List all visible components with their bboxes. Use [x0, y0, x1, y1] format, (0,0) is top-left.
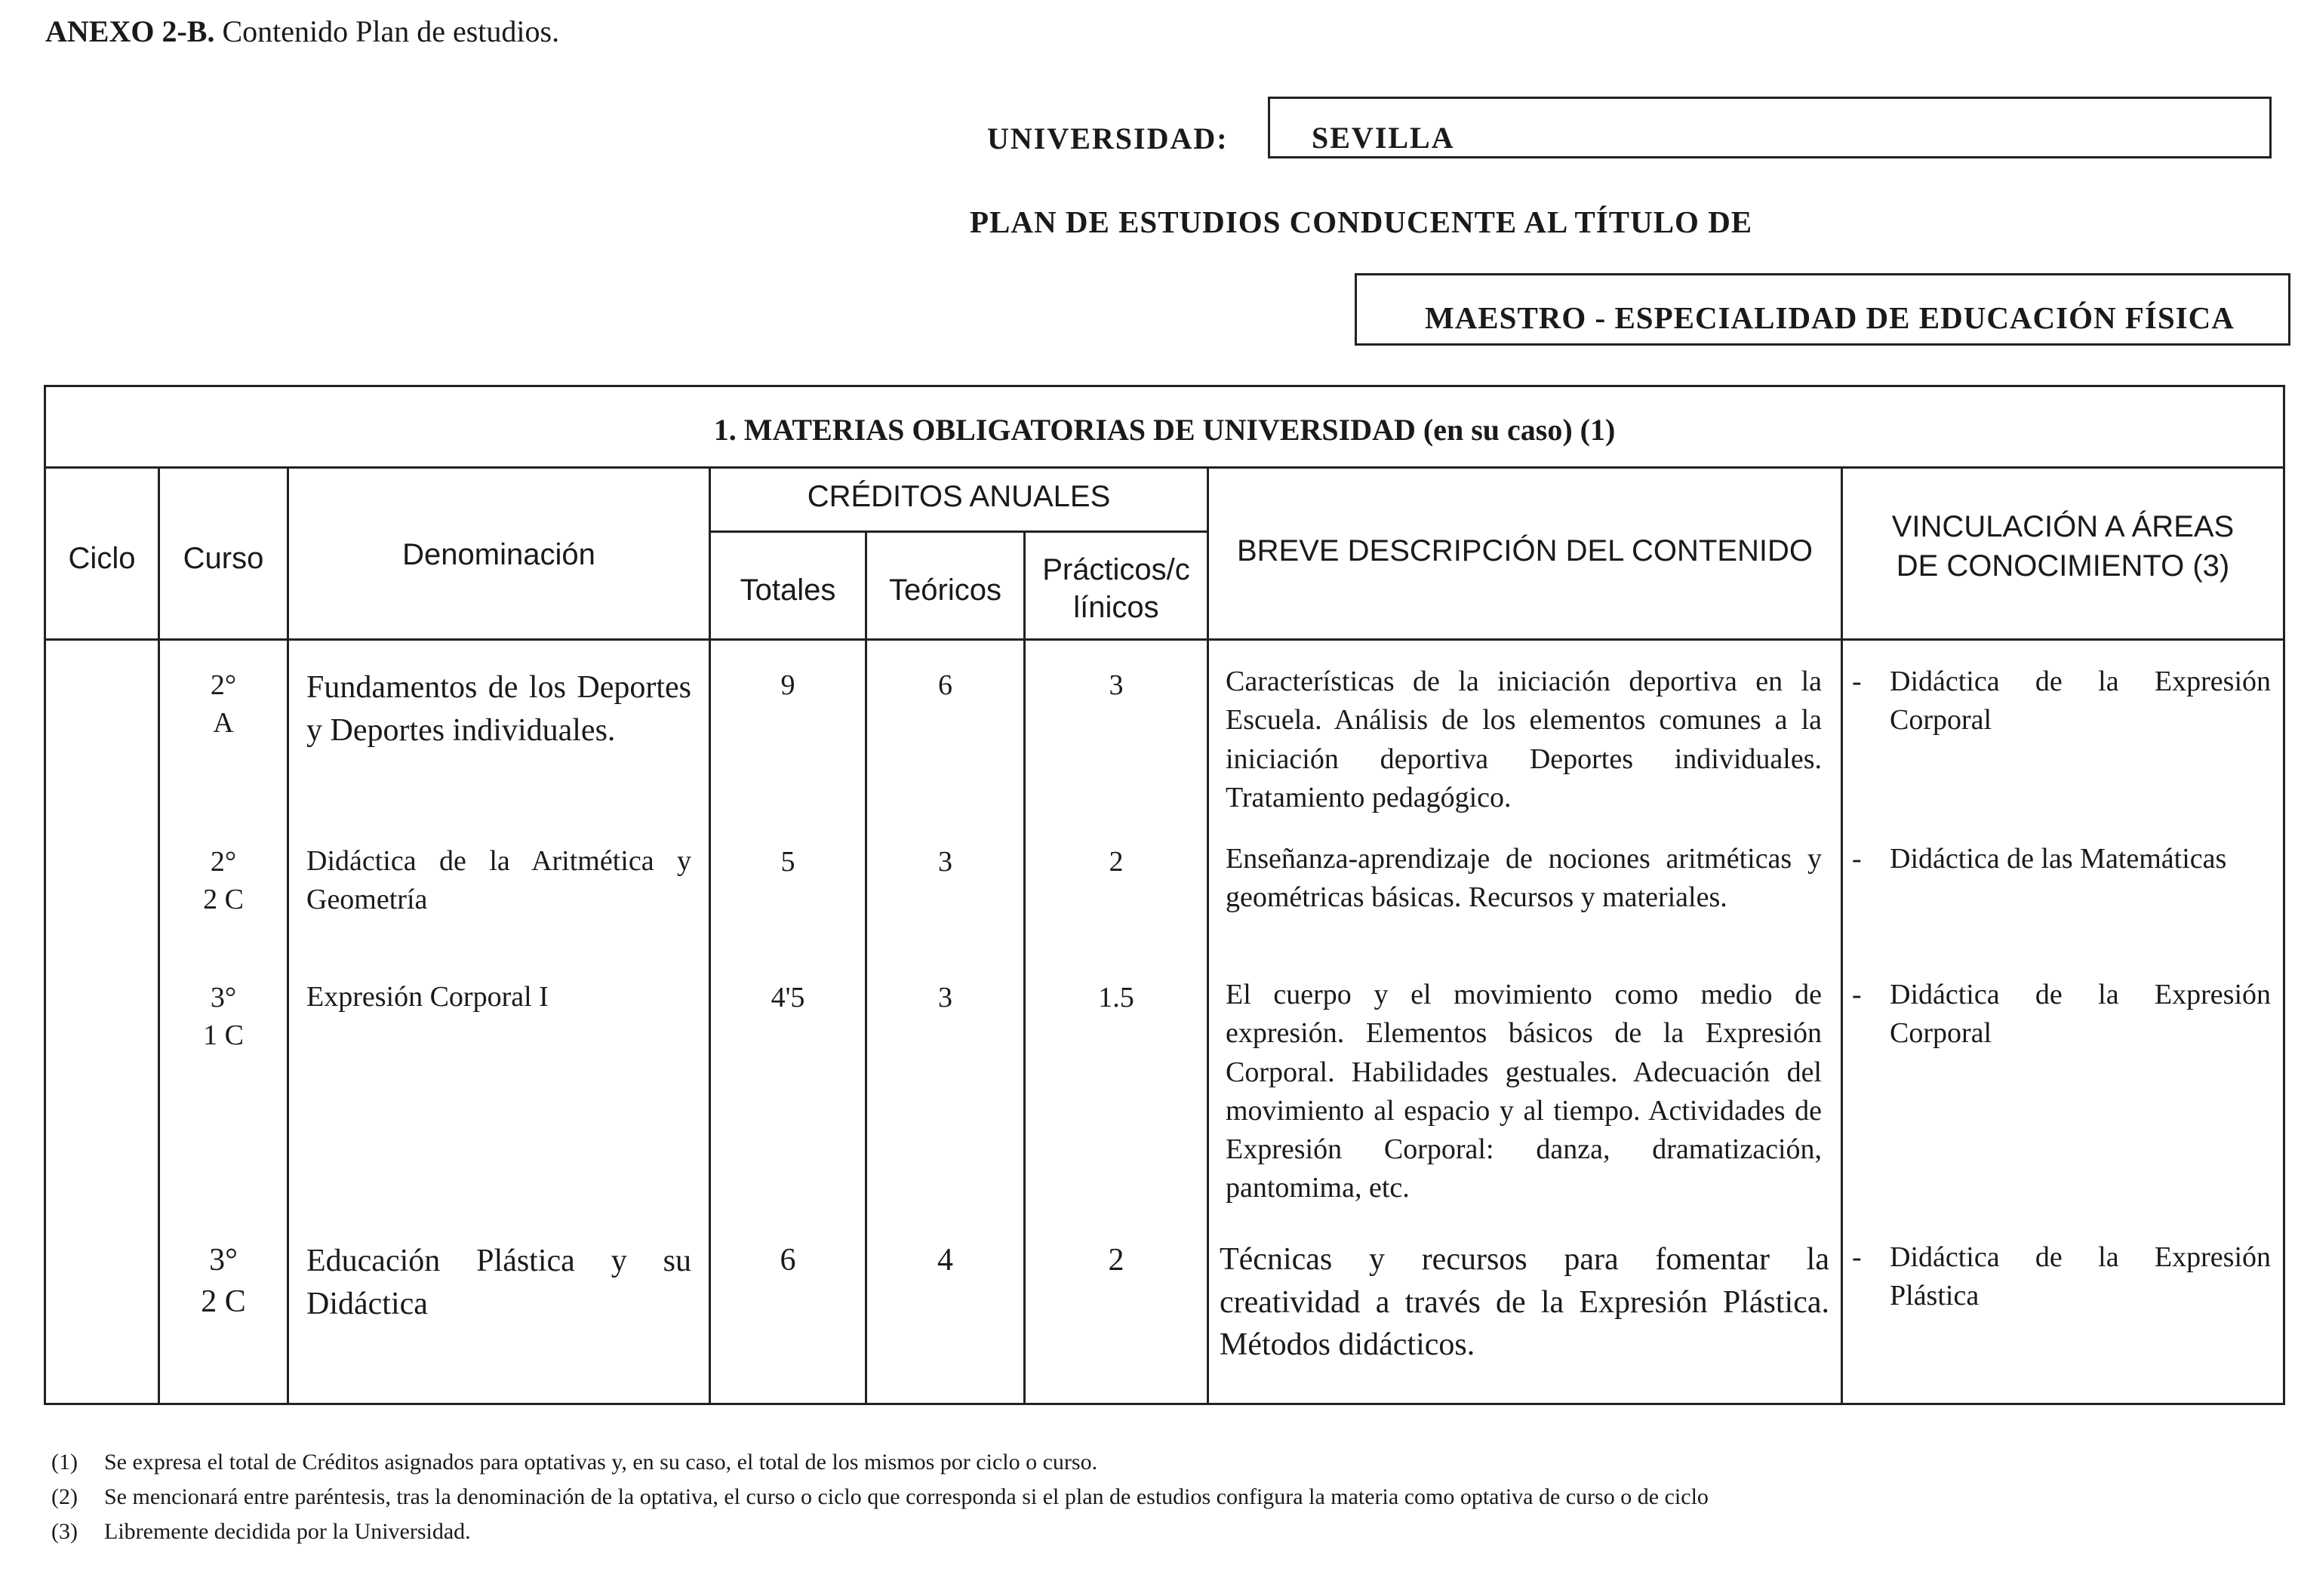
row3-descripcion: El cuerpo y el movimiento como medio de expresión. Elementos básicos de la Expresión Corporal. Habilidades gestuales. Adecuación del movimiento al espacio y al tiempo. Actividades de Expresión Corporal: danza, dramatización, pantomima, etc.: [1226, 979, 1822, 1204]
row1-area-bullet: -: [1852, 666, 1862, 697]
header-teoricos: Teóricos: [889, 574, 1001, 607]
row3-practicos: 1.5: [1098, 982, 1134, 1013]
row4-practicos: 2: [1108, 1243, 1124, 1278]
degree-box: [1355, 273, 2290, 346]
row2-descripcion: Enseñanza-aprendizaje de nociones aritméticas y geométricas básicas. Recursos y materiales.: [1226, 843, 1822, 914]
annex-number: ANEXO 2-B.: [45, 14, 215, 48]
footnote-2-text: Se mencionará entre paréntesis, tras la denominación de la optativa, el curso o ciclo que corresponda si el plan de estudios configura la materia como optativa de curso o de ciclo: [104, 1484, 1709, 1509]
header-creditos-anuales: CRÉDITOS ANUALES: [807, 480, 1111, 513]
row1-descripcion: Características de la iniciación deportiva en la Escuela. Análisis de los elementos comunes a la iniciación deportiva Deportes individuales. Tratamiento pedagógico.: [1226, 666, 1822, 813]
footnote-1: [51, 1445, 1709, 1480]
footnote-3-marker: (3): [51, 1519, 78, 1544]
row3-totales: 4'5: [771, 982, 805, 1013]
section-title: 1. MATERIAS OBLIGATORIAS DE UNIVERSIDAD (en su caso) (1): [713, 413, 1616, 447]
row1-practicos: 3: [1109, 669, 1124, 701]
footnote-1-marker: (1): [51, 1450, 78, 1475]
degree-title: MAESTRO - ESPECIALIDAD DE EDUCACIÓN FÍSICA: [1425, 300, 2235, 335]
row1-denominacion: Fundamentos de los Deportes y Deportes individuales.: [306, 670, 691, 748]
row2-area-name: Didáctica de las Matemáticas: [1890, 843, 2227, 875]
row3-area-bullet: -: [1852, 979, 1862, 1010]
row2-totales: 5: [780, 846, 795, 878]
header-curso: Curso: [183, 542, 264, 575]
row2-curso-line1: 2°: [210, 846, 237, 878]
row4-curso-line1: 3°: [209, 1243, 238, 1278]
row1-curso-line2: A: [213, 707, 234, 739]
footnote-2: [51, 1480, 1709, 1515]
footnote-2-marker: (2): [51, 1484, 78, 1509]
row4-denominacion: Educación Plástica y su Didáctica: [306, 1244, 691, 1321]
row3-curso-line1: 3°: [210, 982, 237, 1013]
row1-totales: 9: [780, 669, 795, 701]
row4-teoricos: 4: [937, 1243, 953, 1278]
footnote-3: [51, 1515, 1709, 1549]
university-label: UNIVERSIDAD:: [987, 121, 1229, 155]
header-practicos-line2: línicos: [1073, 591, 1159, 624]
credits-subheader-divider: [709, 530, 1207, 533]
row2-denominacion: Didáctica de la Aritmética y Geometría: [306, 845, 691, 916]
header-vinculacion-line1: VINCULACIÓN A ÁREAS: [1891, 510, 2235, 543]
plan-title: PLAN DE ESTUDIOS CONDUCENTE AL TÍTULO DE: [970, 204, 1753, 239]
row4-descripcion: Técnicas y recursos para fomentar la creatividad a través de la Expresión Plástica. Métodos didácticos.: [1220, 1242, 1829, 1363]
row2-teoricos: 3: [938, 846, 952, 878]
row3-area: [1852, 976, 2271, 1053]
col-divider-curso: [287, 466, 289, 1403]
annex-title: Contenido Plan de estudios.: [222, 14, 560, 48]
header-totales: Totales: [740, 574, 836, 607]
header-ciclo: Ciclo: [68, 542, 136, 575]
row2-area-bullet: -: [1852, 843, 1862, 875]
university-value: SEVILLA: [1312, 121, 1455, 155]
header-denominacion: Denominación: [402, 538, 595, 571]
row2-practicos: 2: [1109, 846, 1124, 878]
row3-area-name: Didáctica de la Expresión Corporal: [1890, 979, 2271, 1050]
row4-curso-line2: 2 C: [201, 1284, 246, 1319]
header-practicos-line1: Prácticos/c: [1042, 553, 1190, 586]
row3-denominacion: Expresión Corporal I: [306, 981, 549, 1013]
row2-curso-line2: 2 C: [203, 884, 244, 915]
row1-area-name: Didáctica de la Expresión Corporal: [1890, 666, 2271, 736]
footnote-1-text: Se expresa el total de Créditos asignados para optativas y, en su caso, el total de los mismos por ciclo o curso.: [104, 1450, 1098, 1475]
row1-area: [1852, 663, 2271, 740]
header-descripcion: BREVE DESCRIPCIÓN DEL CONTENIDO: [1236, 534, 1813, 567]
row4-area-name: Didáctica de la Expresión Plástica: [1890, 1241, 2271, 1312]
annex-heading: [45, 14, 559, 49]
row1-curso-line1: 2°: [210, 669, 237, 701]
footnote-3-text: Libremente decidida por la Universidad.: [104, 1519, 471, 1544]
row3-teoricos: 3: [938, 982, 952, 1013]
row4-area-bullet: -: [1852, 1241, 1862, 1273]
col-divider-descripcion: [1841, 466, 1843, 1403]
row4-totales: 6: [780, 1243, 796, 1278]
row4-area: [1852, 1238, 2271, 1316]
university-box: [1268, 97, 2272, 158]
footnotes: [51, 1445, 1709, 1549]
subjects-table: [44, 385, 2285, 1405]
header-divider: [46, 638, 2283, 641]
section-title-divider: [46, 466, 2283, 469]
row2-area: [1852, 840, 2271, 878]
header-vinculacion-line2: DE CONOCIMIENTO (3): [1896, 549, 2230, 583]
row3-curso-line2: 1 C: [203, 1019, 244, 1051]
row1-teoricos: 6: [938, 669, 952, 701]
col-divider-creditos: [1207, 466, 1209, 1403]
